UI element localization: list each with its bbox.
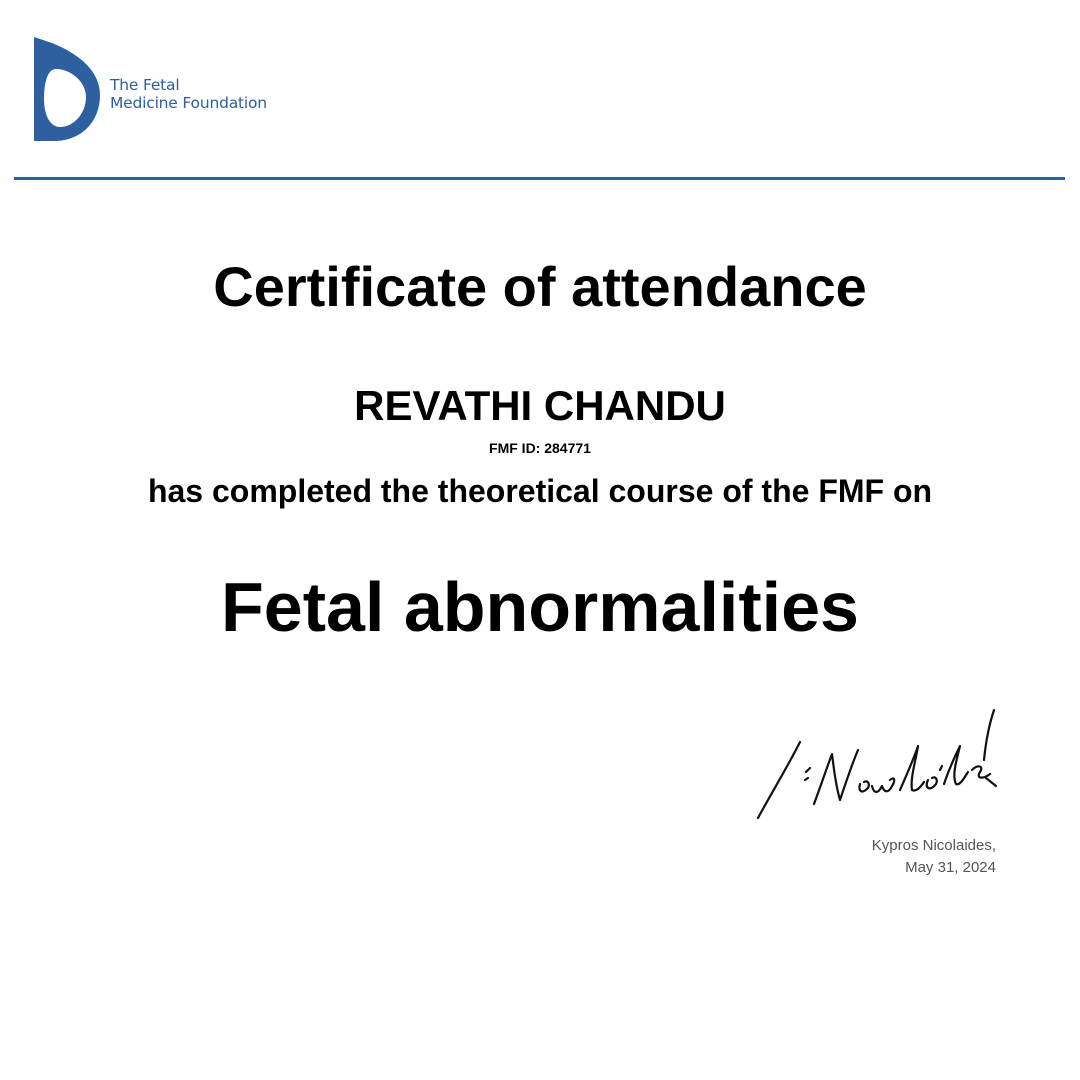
header-divider	[14, 177, 1065, 180]
logo-wordmark	[110, 76, 267, 112]
signatory-name: Kypros Nicolaides,	[871, 837, 996, 854]
completion-statement: has completed the theoretical course of the FMF on	[147, 473, 933, 509]
fmf-logo-icon	[34, 37, 102, 143]
logo-line-1: The Fetal	[110, 76, 180, 94]
recipient-name: REVATHI CHANDU	[354, 382, 726, 429]
logo-line-2: Medicine Foundation	[110, 94, 267, 112]
signature-date: May 31, 2024	[905, 859, 996, 876]
course-name: Fetal abnormalities	[221, 568, 859, 646]
fmf-id: FMF ID: 284771	[489, 440, 591, 456]
signatory-block	[872, 835, 996, 879]
fmf-logo	[34, 37, 284, 143]
handwritten-signature	[750, 700, 1000, 825]
certificate-title: Certificate of attendance	[213, 255, 867, 318]
